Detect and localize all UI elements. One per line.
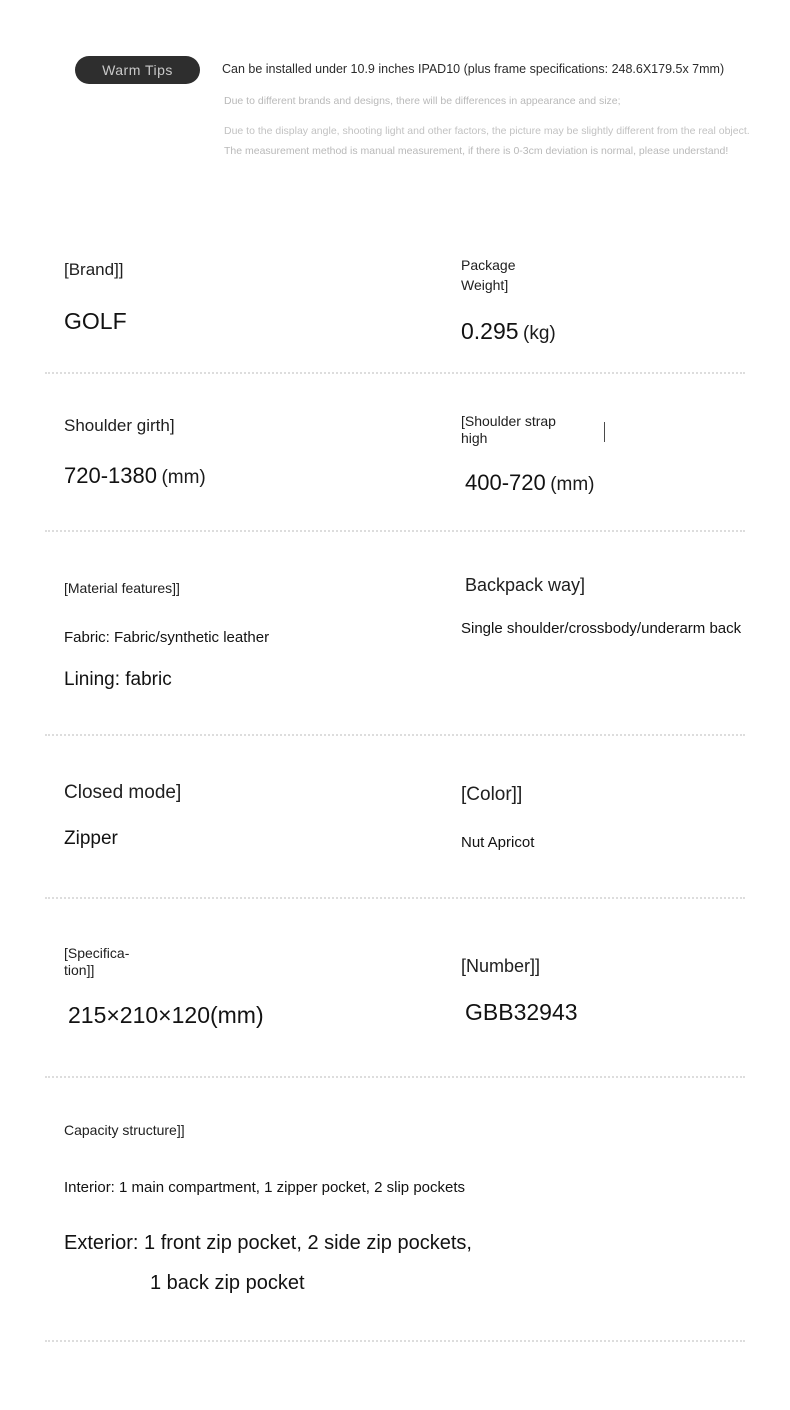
material-lining-line: Lining: fabric (64, 669, 172, 690)
divider-6 (45, 1340, 745, 1343)
capacity-structure-label: Capacity structure]] (64, 1122, 185, 1138)
spec-field-color (461, 785, 534, 857)
specification-value: 215×210×120(mm) (68, 1002, 264, 1028)
package-weight-label: Package Weight] (461, 257, 516, 293)
divider-3 (45, 734, 745, 737)
spec-row-capacity (0, 1120, 790, 1320)
spec-field-closed-mode (64, 783, 181, 853)
closed-mode-value: Zipper (64, 828, 118, 849)
warm-tips-block (0, 56, 790, 186)
backpack-way-value: Single shoulder/crossbody/underarm back (461, 620, 742, 637)
package-weight-unit: (kg) (523, 323, 556, 344)
specification-label: [Specifica-tion]] (64, 945, 130, 978)
spec-field-brand (64, 260, 127, 335)
backpack-way-label: Backpack way] (465, 575, 586, 595)
warm-tips-note-1: Due to different brands and designs, there will be differences in appearance and size; (224, 95, 621, 107)
divider-2 (45, 530, 745, 533)
spec-field-material (64, 578, 269, 694)
capacity-interior-line: Interior: 1 main compartment, 1 zipper pocket, 2 slip pockets (64, 1179, 466, 1196)
color-value: Nut Apricot (461, 834, 535, 851)
spec-field-package-weight (461, 255, 556, 345)
shoulder-strap-high-label: [Shoulder strap high (461, 413, 556, 446)
spec-field-shoulder-strap-high (461, 413, 595, 497)
capacity-exterior-line-2: 1 back zip pocket (150, 1272, 305, 1294)
spec-row-material-backpack (0, 570, 790, 700)
spec-field-number (461, 956, 578, 1026)
capacity-exterior-line-1: Exterior: 1 front zip pocket, 2 side zip pockets, (64, 1232, 472, 1254)
shoulder-girth-label: Shoulder girth] (64, 416, 175, 435)
spec-field-specification (64, 945, 264, 1029)
warm-tips-note-2: Due to the display angle, shooting light and other factors, the picture may be slightly different from the real object. (224, 125, 750, 137)
spec-row-brand-weight (0, 250, 790, 360)
warm-tips-note-3: The measurement method is manual measurement, if there is 0-3cm deviation is normal, please understand! (224, 145, 729, 157)
number-label: [Number]] (461, 956, 541, 976)
shoulder-girth-value: 720-1380 (64, 463, 157, 488)
spec-field-shoulder-girth (64, 416, 206, 490)
shoulder-strap-high-unit: (mm) (550, 474, 595, 495)
material-features-label: [Material features]] (64, 580, 180, 596)
material-fabric-line: Fabric: Fabric/synthetic leather (64, 629, 270, 646)
divider-1 (45, 372, 745, 375)
spec-field-capacity (64, 1120, 472, 1297)
color-label: [Color]] (461, 784, 523, 805)
warm-tips-badge: Warm Tips (75, 56, 200, 84)
brand-value: GOLF (64, 308, 127, 334)
spec-row-spec-number (0, 940, 790, 1050)
package-weight-value: 0.295 (461, 318, 519, 344)
warm-tips-headline: Can be installed under 10.9 inches IPAD10 (plus frame specifications: 248.6X179.5x 7mm) (222, 62, 725, 76)
shoulder-strap-high-value: 400-720 (465, 470, 546, 495)
spec-row-shoulder (0, 408, 790, 518)
number-value: GBB32943 (465, 999, 578, 1025)
spec-row-closed-color (0, 778, 790, 888)
brand-label: [Brand]] (64, 260, 124, 279)
divider-4 (45, 897, 745, 900)
stray-tick-mark (604, 422, 605, 442)
spec-field-backpack-way (461, 575, 742, 639)
closed-mode-label: Closed mode] (64, 782, 182, 803)
divider-5 (45, 1076, 745, 1079)
shoulder-girth-unit: (mm) (161, 467, 206, 488)
